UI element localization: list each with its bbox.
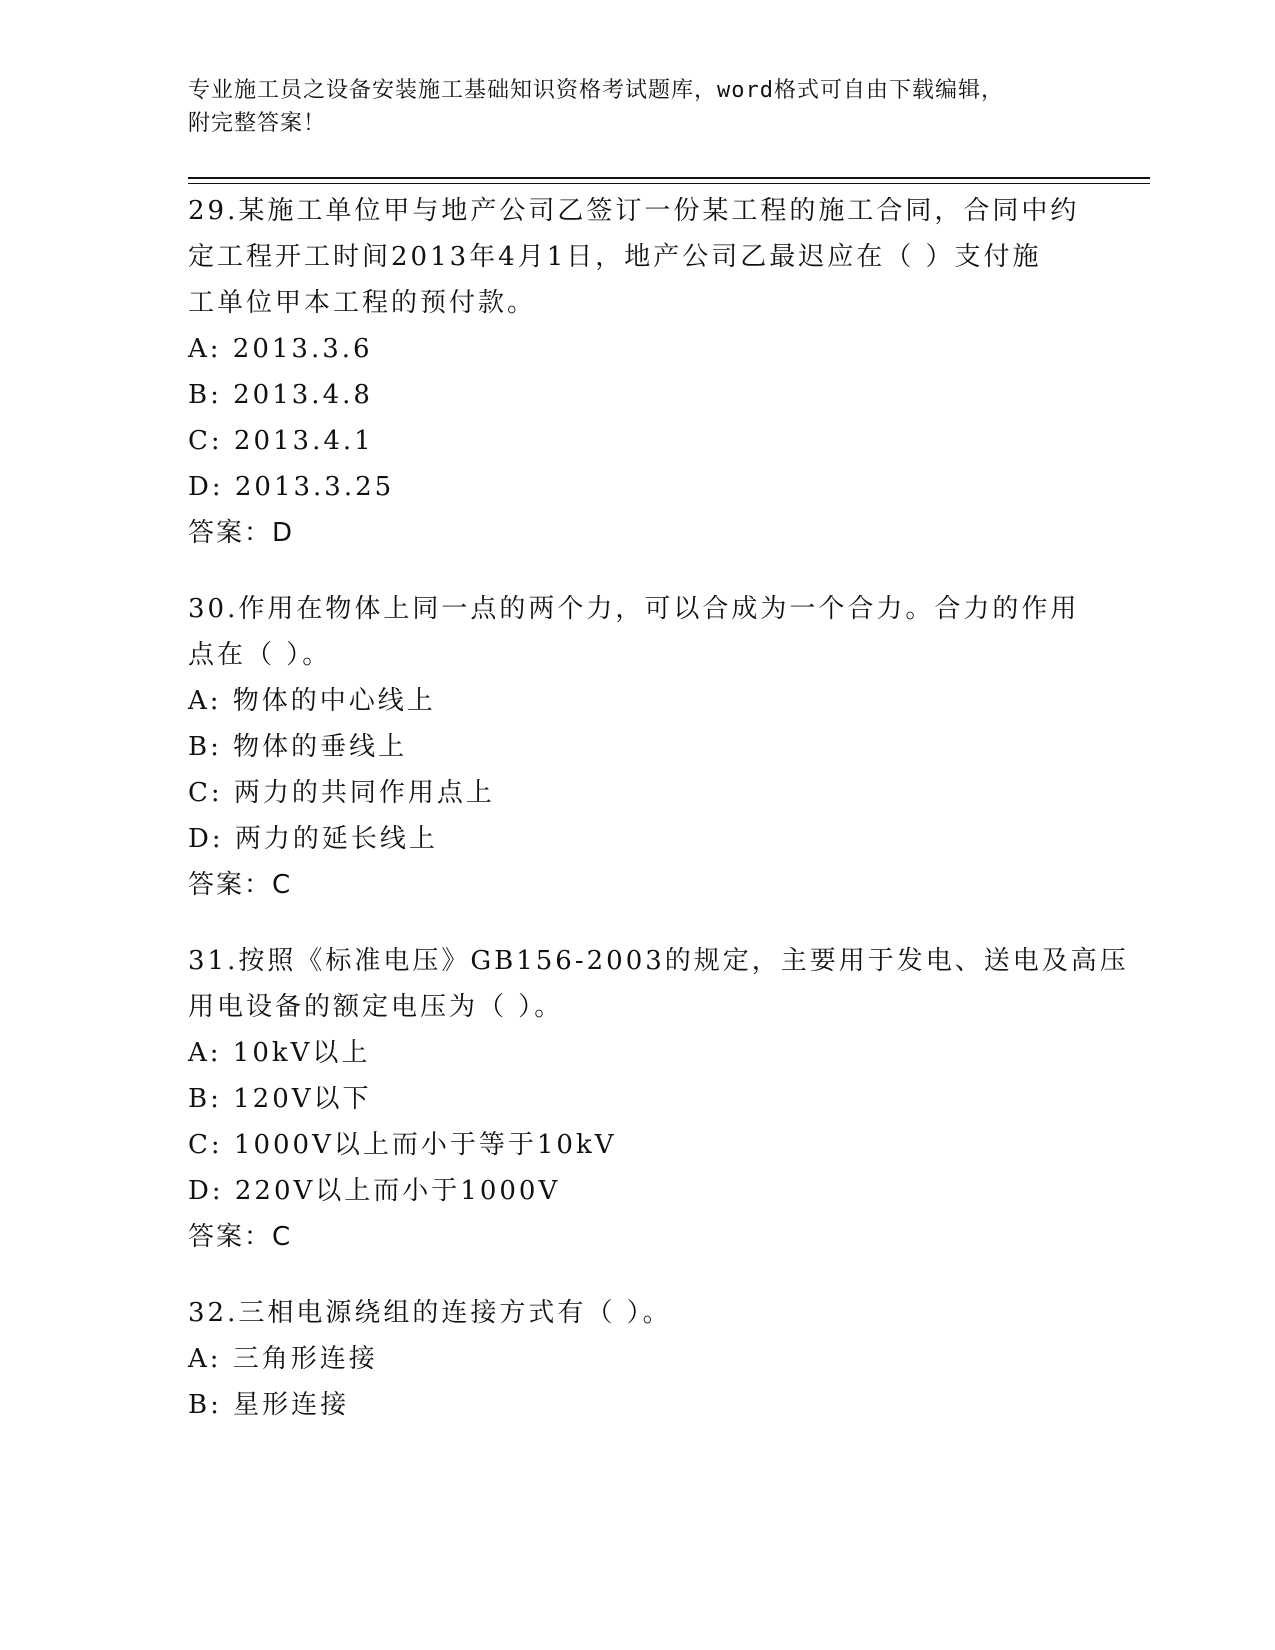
option-b: B: 120V以下: [188, 1084, 372, 1114]
question-32: [188, 1290, 1088, 1428]
question-text-line: 31.按照《标准电压》GB156-2003的规定，主要用于发电、送电及高压: [188, 946, 1129, 976]
document-header: [188, 74, 1088, 140]
answer: 答案：C: [188, 1222, 293, 1252]
option-c: C: 1000V以上而小于等于10kV: [188, 1130, 617, 1160]
question-31: [188, 938, 1129, 1260]
header-line-1: 专业施工员之设备安装施工基础知识资格考试题库，word格式可自由下载编辑，: [188, 78, 1004, 103]
answer: 答案：C: [188, 870, 293, 900]
option-d: D: 两力的延长线上: [188, 824, 438, 854]
question-text-line: 30.作用在物体上同一点的两个力，可以合成为一个合力。合力的作用: [188, 594, 1080, 624]
option-a: A: 10kV以上: [188, 1038, 371, 1068]
option-a: A: 三角形连接: [188, 1344, 378, 1374]
question-text-line: 29.某施工单位甲与地产公司乙签订一份某工程的施工合同，合同中约: [188, 196, 1080, 226]
question-29: [188, 188, 1088, 556]
option-b: B: 2013.4.8: [188, 380, 373, 410]
question-text-line: 定工程开工时间2013年4月1日，地产公司乙最迟应在（ ）支付施: [188, 242, 1042, 272]
option-c: C: 2013.4.1: [188, 426, 374, 456]
header-divider-thin: [188, 183, 1150, 184]
option-c: C: 两力的共同作用点上: [188, 778, 495, 808]
question-text-line: 工单位甲本工程的预付款。: [188, 288, 537, 318]
question-text-line: 用电设备的额定电压为（ ）。: [188, 992, 564, 1022]
option-a: A: 物体的中心线上: [188, 686, 436, 716]
option-d: D: 220V以上而小于1000V: [188, 1176, 561, 1206]
question-text-line: 点在（ ）。: [188, 640, 332, 670]
question-text-line: 32.三相电源绕组的连接方式有（ ）。: [188, 1298, 672, 1328]
answer: 答案：D: [188, 518, 295, 548]
question-list: [188, 188, 1129, 1458]
question-30: [188, 586, 1088, 908]
option-b: B: 物体的垂线上: [188, 732, 408, 762]
header-divider-thick: [188, 177, 1150, 179]
header-line-2: 附完整答案！: [188, 111, 327, 136]
option-a: A: 2013.3.6: [188, 334, 373, 364]
option-b: B: 星形连接: [188, 1390, 350, 1420]
option-d: D: 2013.3.25: [188, 472, 395, 502]
